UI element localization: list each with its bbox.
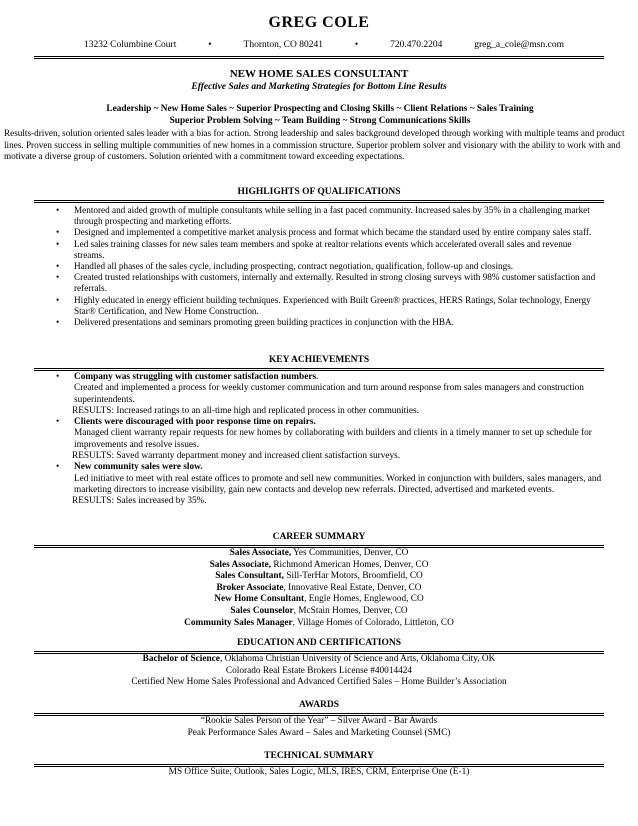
career-item: New Home Consultant, Engle Homes, Englewood, CO [214, 594, 424, 605]
achievement-result: RESULTS: Increased ratings to an all-time high and replicated process in other communities. [72, 405, 419, 416]
section-divider [34, 200, 604, 203]
bullet-separator: • [208, 40, 212, 50]
technical-heading: TECHNICAL SUMMARY [264, 751, 374, 761]
awards-list [0, 716, 638, 739]
bullet: • [56, 417, 60, 428]
resume-subtitle: Effective Sales and Marketing Strategies for Bottom Line Results [191, 82, 447, 92]
skills-banner [40, 103, 600, 127]
address: 13232 Columbine Court [84, 40, 177, 50]
bullet: • [56, 227, 60, 238]
career-item: Sales Associate, Yes Communities, Denver, CO [229, 548, 409, 558]
highlights-list [48, 205, 596, 328]
bullet: • [56, 462, 60, 473]
city: Thornton, CO 80241 [243, 40, 323, 50]
bullet: • [56, 261, 60, 272]
resume-title: NEW HOME SALES CONSULTANT [229, 68, 409, 80]
list-item: • Handled all phases of the sales cycle, including prospecting, contract negotiation, qualification, follow-up and closings. [56, 261, 514, 272]
license: Colorado Real Estate Brokers License #40014424 [225, 665, 413, 676]
award-item: Peak Performance Sales Award – Sales and Marketing Counsel (SMC) [187, 727, 451, 738]
career-heading: CAREER SUMMARY [272, 532, 366, 542]
career-list [0, 548, 638, 629]
achievements-list [54, 372, 614, 508]
career-item: Sales Counselor, McStain Homes, Denver, CO [230, 605, 408, 616]
list-item: • Led sales training classes for new sales team members and spoke at realtor relations events which accelerated overall sales and revenue streams. [56, 238, 572, 260]
email: greg_a_cole@msn.com [474, 40, 564, 50]
bullet: • [56, 205, 60, 215]
list-item: • Designed and implemented a competitive market analysis process and format which became the standard used by entire company sales staff. [56, 227, 592, 238]
bullet: • [56, 272, 60, 283]
list-item: • Created trusted relationships with customers, internally and externally. Resulted in strong closing surveys with 98% customer satisfaction and referrals. [56, 272, 596, 294]
education-list [0, 654, 638, 689]
bullet: • [56, 294, 60, 305]
section-divider [34, 368, 604, 371]
header-divider [34, 56, 604, 59]
skills-line: Leadership ~ New Home Sales ~ Superior Prospecting and Closing Skills ~ Client Relations ~ Sales Training [106, 104, 534, 114]
certification: Certified New Home Sales Professional and Advanced Certified Sales – Home Builder’s Association [131, 677, 507, 688]
achievement-result: RESULTS: Saved warranty department money and increased client satisfaction surveys. [72, 451, 401, 462]
degree: Bachelor of Science, Oklahoma Christian University of Science and Arts, Oklahoma City, OK [142, 654, 496, 664]
bullet-separator: • [354, 40, 359, 50]
contact-line [84, 40, 564, 50]
list-item: • Delivered presentations and seminars promoting green building practices in conjunction with the HBA. [56, 317, 454, 328]
career-item: Sales Consultant, Sill-TerHar Motors, Broomfield, CO [215, 571, 423, 582]
achievement-item: • New community sales were slow. Led initiative to meet with real estate offices to promote and sell new communities. Worked in conjunction with builders, sales managers, and marketing directors to increase visibility, gain new contacts and develop new referrals. Directed, advertised and marketed events. [56, 462, 602, 495]
award-item: “Rookie Sales Person of the Year” – Silver Award - Bar Awards [200, 716, 438, 726]
achievement-item: • Company was struggling with customer satisfaction numbers. Created and implemented a process for weekly customer communication and turn around response from sales managers and construction superintendents. [56, 372, 584, 405]
list-item: • Highly educated in energy efficient building techniques. Experienced with Built Green® practices, HERS Ratings, Solar technology, Energy Star® Certification, and New Home Construction. [56, 294, 591, 316]
bullet: • [56, 238, 60, 249]
technical-line: MS Office Suite, Outlook, Sales Logic, MLS, IRES, CRM, Enterprise One (E-1) [168, 767, 470, 777]
achievements-heading: KEY ACHIEVEMENTS [268, 355, 370, 365]
skills-line: Superior Problem Solving ~ Team Building ~ Strong Communications Skills [169, 116, 471, 126]
career-item: Community Sales Manager, Village Homes of Colorado, Littleton, CO [184, 617, 454, 628]
career-item: Broker Associate, Innovative Real Estate, Denver, CO [216, 582, 422, 593]
achievement-result: RESULTS: Sales increased by 35%. [72, 496, 207, 507]
highlights-heading: HIGHLIGHTS OF QUALIFICATIONS [237, 187, 401, 197]
career-item: Sales Associate, Richmond American Homes, Denver, CO [209, 559, 429, 570]
bullet: • [56, 372, 60, 382]
professional-summary: Results-driven, solution oriented sales leader with a bias for action. Strong leadership and sales background developed through working with multiple teams and product lines. Proven success in selling multiple communities of new homes in a commission structure. Superior problem solver and visionary with the ability to work with and motivate a diverse group of customers. Solution oriented with a commitment toward exceeding expectations. [4, 128, 625, 162]
bullet: • [56, 317, 60, 328]
candidate-name: GREG COLE [268, 14, 370, 31]
education-heading: EDUCATION AND CERTIFICATIONS [236, 638, 401, 648]
list-item: • Mentored and aided growth of multiple consultants while selling in a fast paced community. Increased sales by 35% in a challenging market through prospecting and marketing efforts. [56, 205, 590, 227]
awards-heading: AWARDS [298, 700, 340, 710]
achievement-item: • Clients were discouraged with poor response time on repairs. Managed client warranty repair requests for new homes by collaborating with builders and clients in a timely manner to set up schedule for improvements and resolve issues. [56, 417, 592, 450]
phone: 720.470.2204 [390, 40, 443, 50]
